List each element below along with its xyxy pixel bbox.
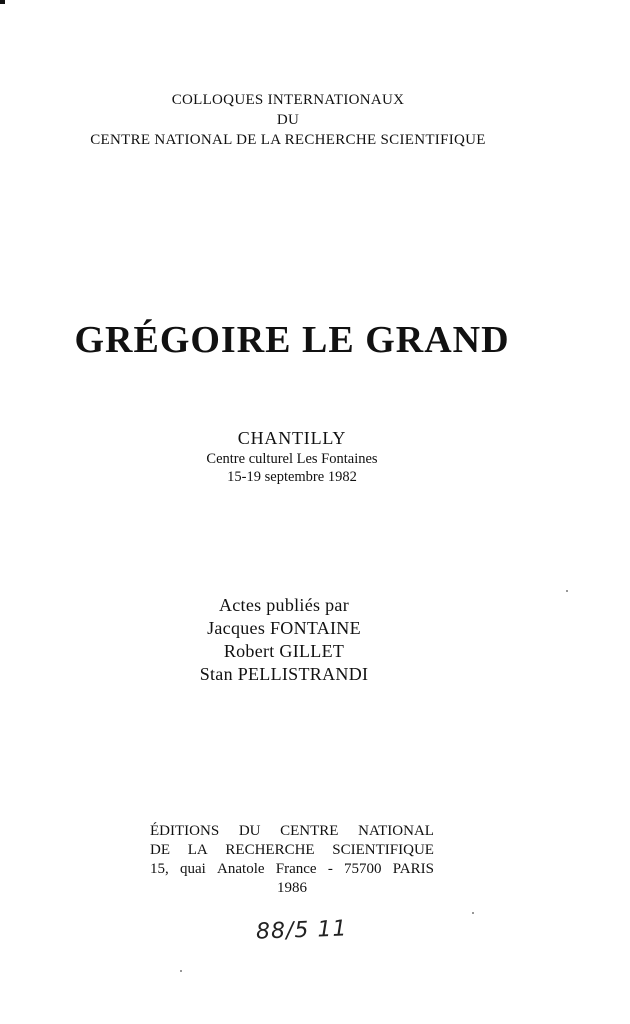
- publisher-word: ÉDITIONS: [150, 823, 220, 839]
- publisher-word: SCIENTIFIQUE: [332, 842, 434, 858]
- publisher-word: LA: [187, 842, 208, 858]
- address-word: -: [327, 861, 333, 877]
- publisher-word: DU: [238, 823, 261, 839]
- editors-intro: Actes publiés par: [218, 595, 350, 615]
- handwritten-shelfmark: 88/5 11: [255, 916, 348, 945]
- publisher-word: DE: [150, 842, 170, 858]
- publisher-word: RECHERCHE: [225, 842, 315, 858]
- address-word: 75700: [344, 861, 382, 877]
- publisher-address: [150, 860, 434, 879]
- scan-speck: [472, 912, 474, 914]
- venue-city: CHANTILLY: [237, 428, 347, 448]
- publisher-line-1: [150, 822, 434, 841]
- editor-name: Jacques FONTAINE: [207, 618, 361, 638]
- address-word: Anatole: [217, 861, 265, 877]
- series-line-1: COLLOQUES INTERNATIONAUX: [171, 92, 405, 108]
- series-line-2: DU: [276, 112, 300, 128]
- publisher-line-2: [150, 841, 434, 860]
- address-word: quai: [179, 861, 206, 877]
- address-word: France: [275, 861, 317, 877]
- editor-name: Stan PELLISTRANDI: [199, 664, 369, 684]
- colloquium-venue: [0, 426, 584, 486]
- address-word: 15,: [150, 861, 169, 877]
- venue-place: Centre culturel Les Fontaines: [206, 451, 378, 467]
- publisher-word: NATIONAL: [358, 823, 434, 839]
- publisher-imprint: [150, 822, 434, 898]
- address-word: PARIS: [392, 861, 434, 877]
- publisher-word: CENTRE: [280, 823, 339, 839]
- venue-dates: 15-19 septembre 1982: [227, 469, 357, 485]
- scan-speck: [566, 590, 568, 592]
- editors-block: [0, 594, 568, 686]
- scan-speck: [180, 970, 182, 972]
- series-line-3: CENTRE NATIONAL DE LA RECHERCHE SCIENTIFIQUE: [90, 132, 486, 148]
- book-title: GRÉGOIRE LE GRAND: [74, 319, 510, 361]
- publication-year: 1986: [277, 880, 307, 896]
- editor-name: Robert GILLET: [223, 641, 345, 661]
- scan-corner-mark: [0, 0, 5, 4]
- series-heading: [0, 90, 576, 150]
